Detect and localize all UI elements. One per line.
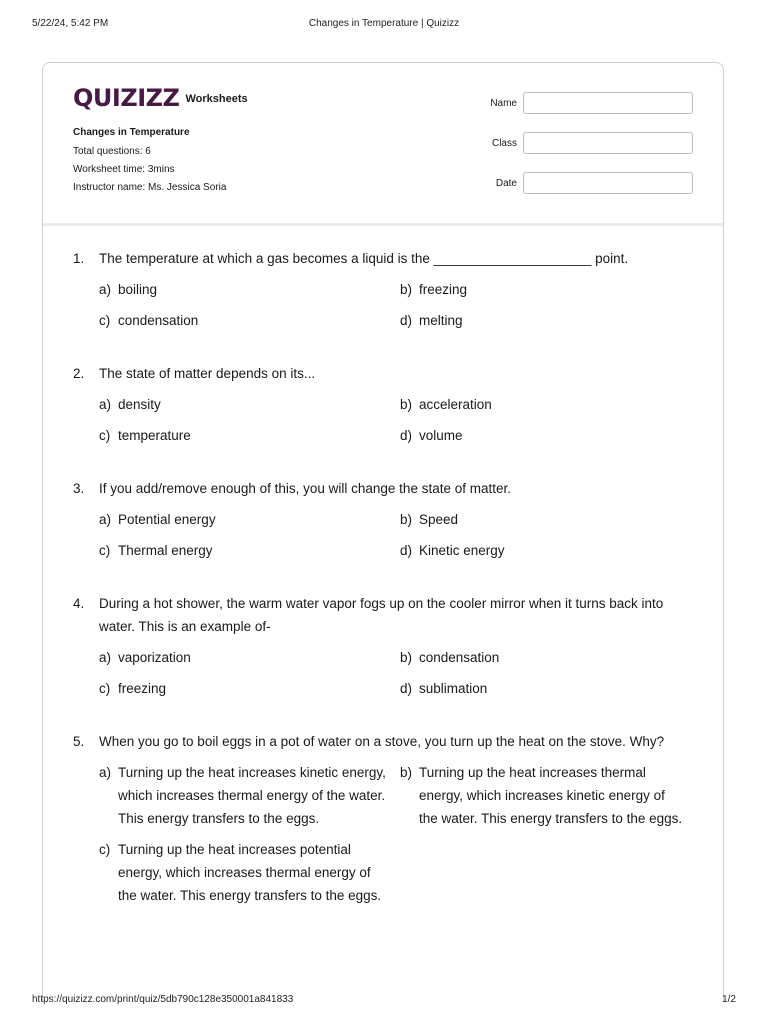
option-d bbox=[400, 309, 701, 332]
option-text: melting bbox=[419, 313, 463, 328]
option-text: density bbox=[118, 397, 161, 412]
class-label: Class bbox=[491, 138, 517, 149]
print-footer bbox=[32, 994, 736, 1008]
print-title: Changes in Temperature | Quizizz bbox=[308, 18, 460, 29]
option-letter: d) bbox=[400, 313, 413, 328]
option-text: condensation bbox=[419, 650, 500, 665]
option-text: temperature bbox=[118, 428, 191, 443]
option-letter: c) bbox=[99, 543, 111, 558]
option-text: vaporization bbox=[118, 650, 191, 665]
page-number: 1/2 bbox=[722, 994, 736, 1005]
question-3 bbox=[73, 477, 703, 570]
option-text: freezing bbox=[419, 282, 468, 297]
option-letter: a) bbox=[99, 650, 112, 665]
option-letter: a) bbox=[99, 397, 112, 412]
option-text: Thermal energy bbox=[118, 543, 213, 558]
question-4 bbox=[73, 592, 703, 708]
question-number: 2. bbox=[73, 366, 85, 381]
option-text: Turning up the heat increases kinetic energy, which increases thermal energy of the water. This energy transfers to the eggs. bbox=[118, 765, 386, 826]
question-text: The state of matter depends on its... bbox=[99, 366, 316, 381]
answer-options bbox=[99, 393, 703, 455]
option-c bbox=[99, 539, 400, 562]
option-a bbox=[99, 761, 400, 830]
option-c bbox=[99, 838, 400, 907]
question-number: 4. bbox=[73, 596, 85, 611]
answer-options bbox=[99, 508, 703, 570]
option-c bbox=[99, 309, 400, 332]
question-number: 1. bbox=[73, 251, 85, 266]
question-text: If you add/remove enough of this, you will change the state of matter. bbox=[99, 481, 511, 496]
print-header bbox=[32, 18, 736, 32]
answer-options bbox=[99, 278, 703, 340]
option-c bbox=[99, 424, 400, 447]
date-label: Date bbox=[495, 178, 517, 189]
option-letter: d) bbox=[400, 681, 413, 696]
option-text: freezing bbox=[118, 681, 167, 696]
question-list bbox=[73, 247, 703, 937]
answer-options bbox=[99, 646, 703, 708]
name-input[interactable] bbox=[523, 92, 693, 114]
instructor-name: Instructor name: Ms. Jessica Soria bbox=[73, 182, 227, 193]
worksheet-time: Worksheet time: 3mins bbox=[73, 164, 175, 175]
option-text: sublimation bbox=[419, 681, 488, 696]
option-a bbox=[99, 508, 400, 531]
option-letter: a) bbox=[99, 282, 112, 297]
option-text: Speed bbox=[419, 512, 459, 527]
option-b bbox=[400, 508, 701, 531]
option-letter: c) bbox=[99, 313, 111, 328]
option-letter: a) bbox=[99, 512, 112, 527]
answer-options bbox=[99, 761, 703, 915]
option-d bbox=[400, 677, 701, 700]
option-d bbox=[400, 424, 701, 447]
option-b bbox=[400, 646, 701, 669]
worksheet bbox=[42, 62, 724, 1002]
question-2 bbox=[73, 362, 703, 455]
option-text: Turning up the heat increases potential energy, which increases thermal energy of the water. This energy transfers to the eggs. bbox=[118, 842, 382, 903]
question-text: During a hot shower, the warm water vapor fogs up on the cooler mirror when it turns back into water. This is an example of- bbox=[99, 596, 664, 634]
total-questions: Total questions: 6 bbox=[73, 146, 151, 157]
option-text: Kinetic energy bbox=[419, 543, 505, 558]
question-text: The temperature at which a gas becomes a liquid is the _____________________ point. bbox=[99, 251, 629, 266]
option-a bbox=[99, 646, 400, 669]
option-d bbox=[400, 539, 701, 562]
option-letter: c) bbox=[99, 681, 111, 696]
class-input[interactable] bbox=[523, 132, 693, 154]
question-text: When you go to boil eggs in a pot of water on a stove, you turn up the heat on the stove. Why? bbox=[99, 734, 665, 749]
print-date: 5/22/24, 5:42 PM bbox=[32, 18, 109, 29]
name-field-row bbox=[473, 92, 695, 116]
question-number: 3. bbox=[73, 481, 85, 496]
option-b bbox=[400, 393, 701, 416]
date-input[interactable] bbox=[523, 172, 693, 194]
question-1 bbox=[73, 247, 703, 340]
option-text: boiling bbox=[118, 282, 158, 297]
class-field-row bbox=[473, 132, 695, 156]
option-a bbox=[99, 278, 400, 301]
option-b bbox=[400, 278, 701, 301]
question-5 bbox=[73, 730, 703, 915]
worksheet-meta bbox=[73, 127, 226, 200]
option-text: condensation bbox=[118, 313, 199, 328]
option-letter: c) bbox=[99, 428, 111, 443]
option-c bbox=[99, 677, 400, 700]
option-letter: b) bbox=[400, 765, 413, 780]
option-letter: b) bbox=[400, 512, 413, 527]
option-b bbox=[400, 761, 701, 830]
option-a bbox=[99, 393, 400, 416]
option-text: Potential energy bbox=[118, 512, 216, 527]
quizizz-logo bbox=[73, 83, 248, 113]
option-text: volume bbox=[419, 428, 463, 443]
print-url: https://quizizz.com/print/quiz/5db790c128e350001a841833 bbox=[32, 994, 294, 1005]
option-letter: b) bbox=[400, 282, 413, 297]
logo-wordmark: QUIZIZZ bbox=[73, 84, 180, 112]
quiz-title: Changes in Temperature bbox=[73, 127, 190, 138]
option-letter: c) bbox=[99, 842, 111, 857]
date-field-row bbox=[473, 172, 695, 196]
question-number: 5. bbox=[73, 734, 85, 749]
name-label: Name bbox=[490, 98, 517, 109]
option-letter: d) bbox=[400, 428, 413, 443]
logo-subtitle: Worksheets bbox=[185, 93, 248, 105]
option-text: Turning up the heat increases thermal energy, which increases kinetic energy of the water. This energy transfers to the eggs. bbox=[419, 765, 683, 826]
option-letter: b) bbox=[400, 650, 413, 665]
option-letter: b) bbox=[400, 397, 413, 412]
option-letter: a) bbox=[99, 765, 112, 780]
option-letter: d) bbox=[400, 543, 413, 558]
option-text: acceleration bbox=[419, 397, 492, 412]
worksheet-header bbox=[43, 63, 723, 226]
